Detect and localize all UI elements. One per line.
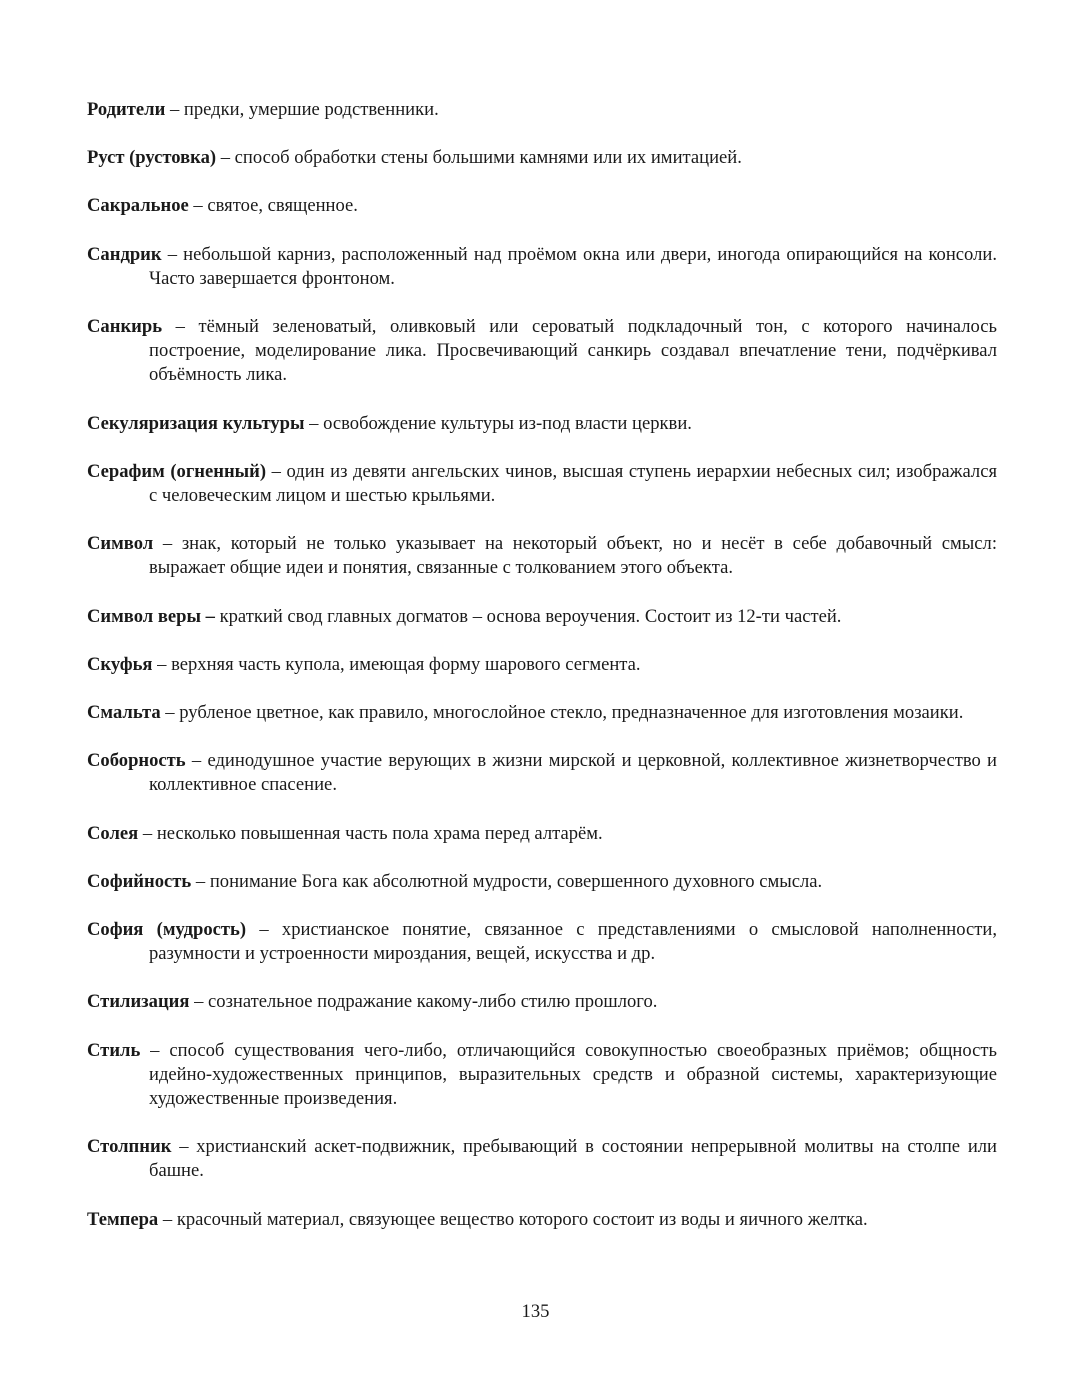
entry-definition: краткий свод главных догматов – основа вероучения. Состоит из 12-ти частей.	[214, 605, 842, 627]
entry-definition: – понимание Бога как абсолютной мудрости, совершенного духовного смысла.	[191, 870, 823, 892]
entry-term: Темпера	[87, 1208, 159, 1230]
glossary-entry	[87, 1135, 997, 1183]
entry-term: Софийность	[87, 870, 192, 892]
glossary-entry	[87, 749, 997, 797]
entry-definition: – красочный материал, связующее вещество которого состоит из воды и яичного желтка.	[158, 1208, 868, 1230]
entry-definition: – способ существования чего-либо, отличающийся совокупностью своеобразных приёмов; общность идейно-художественных принципов, выразительных средств и образной системы, характеризующие художественные произведения.	[140, 1039, 997, 1110]
entry-definition: – святое, священное.	[188, 195, 358, 217]
entry-term: Символ веры –	[87, 605, 215, 627]
entry-term: Серафим (огненный)	[87, 460, 267, 482]
entry-term: Символ	[87, 533, 154, 555]
glossary-entry	[87, 243, 997, 291]
entry-term: Санкирь	[87, 316, 163, 338]
glossary-entry	[87, 653, 997, 677]
entry-term: София (мудрость)	[87, 919, 247, 941]
glossary-entry	[87, 918, 997, 966]
entry-term: Стиль	[87, 1039, 141, 1061]
entry-term: Руст (рустовка)	[87, 147, 217, 169]
glossary-entry	[87, 146, 997, 170]
entry-term: Родители	[87, 99, 166, 120]
entry-term: Смальта	[87, 702, 161, 724]
entry-term: Скуфья	[87, 653, 153, 675]
glossary-entry	[87, 870, 997, 894]
glossary-entry	[87, 1039, 997, 1112]
glossary-entry	[87, 315, 997, 388]
glossary-entry	[87, 412, 997, 436]
entry-term: Сандрик	[87, 243, 162, 265]
entry-definition: – небольшой карниз, расположенный над проёмом окна или двери, иногода опирающийся на консоли. Часто завершается фронтоном.	[149, 243, 997, 289]
glossary-entry	[87, 460, 997, 508]
glossary-entry	[87, 1208, 997, 1232]
entry-term: Соборность	[87, 750, 186, 772]
entry-definition: – знак, который не только указывает на некоторый объект, но и несёт в себе добавочный смысл: выражает общие идеи и понятия, связанные с толкованием этого объекта.	[149, 533, 997, 579]
entry-definition: – предки, умершие родственники.	[165, 99, 439, 120]
entry-definition: – христианский аскет-подвижник, пребывающий в состоянии непрерывной молитвы на столпе или башне.	[149, 1136, 997, 1182]
entry-definition: – единодушное участие верующих в жизни мирской и церковной, коллективное жизнетворчество и коллективное спасение.	[149, 750, 997, 796]
entry-term: Сакральное	[87, 195, 189, 217]
glossary-entry	[87, 98, 997, 122]
entry-definition: – освобождение культуры из-под власти церкви.	[304, 412, 692, 434]
glossary-entry	[87, 605, 997, 629]
entry-definition: – несколько повышенная часть пола храма перед алтарём.	[138, 822, 603, 844]
glossary-entry	[87, 532, 997, 580]
glossary-entry	[87, 990, 997, 1014]
entry-definition: – тёмный зеленоватый, оливковый или сероватый подкладочный тон, с которого начиналось построение, моделирование лика. Просвечивающий санкирь создавал впечатление тени, подчёркивал объёмность лика.	[149, 316, 997, 386]
entry-definition: – рубленое цветное, как правило, многослойное стекло, предназначенное для изготовления мозаики.	[160, 702, 964, 724]
entry-definition: – верхняя часть купола, имеющая форму шарового сегмента.	[152, 653, 641, 675]
entry-term: Столпник	[87, 1136, 172, 1158]
page-number: 135	[521, 1301, 550, 1322]
glossary-entry	[87, 822, 997, 846]
entry-term: Солея	[87, 822, 139, 844]
glossary-entry	[87, 701, 997, 725]
entry-definition: – христианское понятие, связанное с представлениями о смысловой наполненности, разумности и устроенности мироздания, вещей, искусства и др.	[149, 919, 997, 965]
glossary-entry	[87, 194, 997, 218]
entry-definition: – сознательное подражание какому-либо стилю прошлого.	[189, 991, 658, 1013]
entry-definition: – способ обработки стены большими камнями или их имитацией.	[216, 147, 742, 169]
entry-term: Стилизация	[87, 991, 190, 1013]
entry-term: Секуляризация культуры	[87, 412, 305, 434]
glossary-list	[87, 98, 997, 1256]
entry-definition: – один из девяти ангельских чинов, высшая ступень иерархии небесных сил; изображался с человеческим лицом и шестью крыльями.	[149, 460, 997, 507]
